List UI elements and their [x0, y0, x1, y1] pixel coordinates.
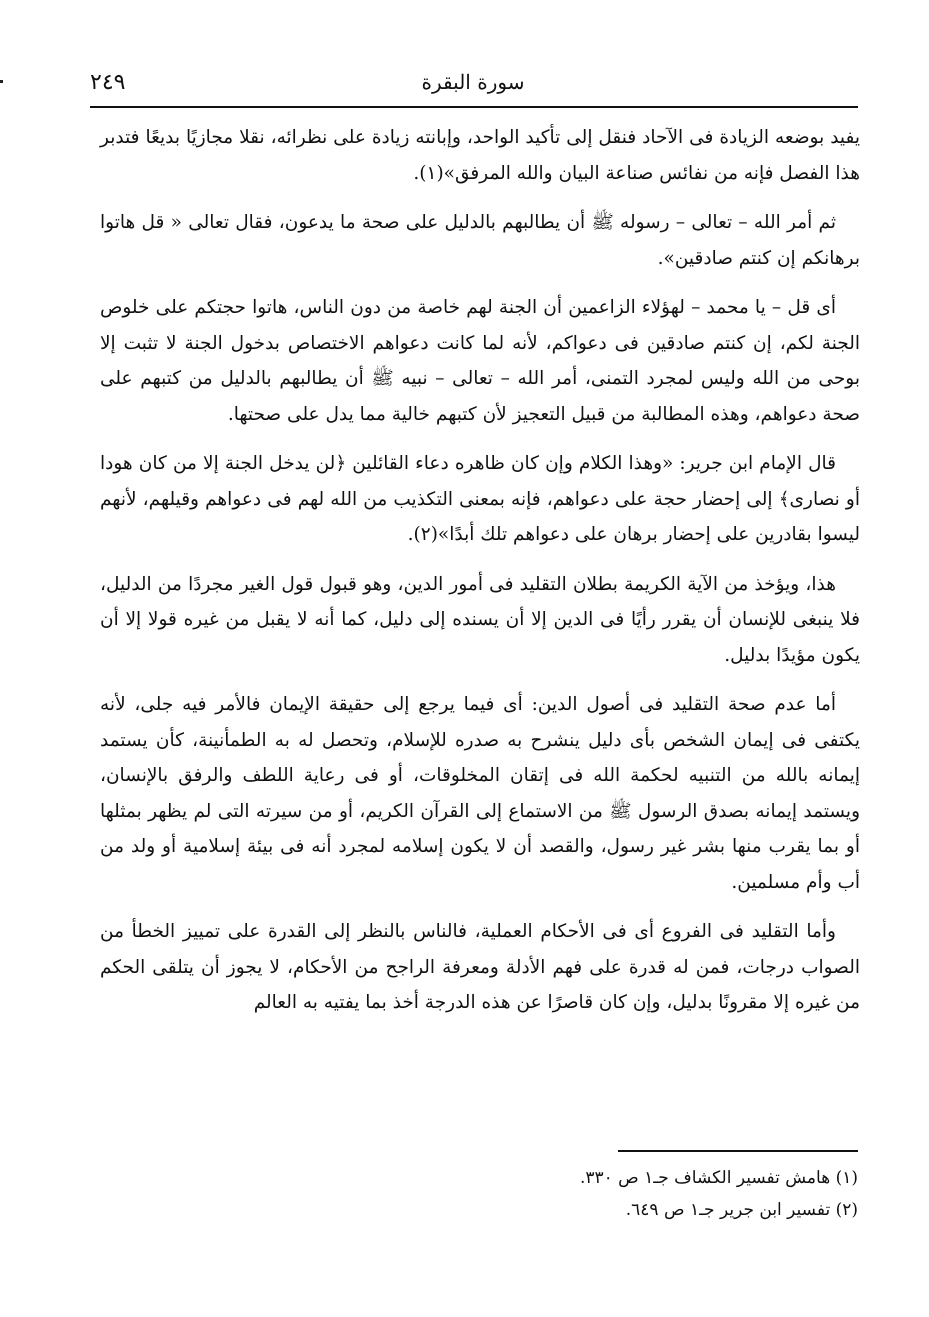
running-title: سورة البقرة — [421, 70, 525, 94]
footnotes — [420, 1162, 858, 1226]
paragraph: يفيد بوضعه الزيادة فى الآحاد فنقل إلى تأكيد الواحد، وإبانته زيادة على نظرائه، نقلا مجازيًا بديعًا فتدبر هذا الفصل فإنه من نفائس صناعة البيان والله المرفق»(١). — [100, 127, 860, 184]
paragraph: أى قل – يا محمد – لهؤلاء الزاعمين أن الجنة لهم خاصة من دون الناس، هاتوا حجتكم على خلوص الجنة لكم، إن كنتم صادقين فى دعواكم، لأنه لما كانت دعواهم الاختصاص بدخول الجنة لا تثبت إلا بوحى من الله وليس لمجرد التمنى، أمر الله – تعالى – نبيه ﷺ أن يطالبهم بالدليل من كتبهم على صحة دعواهم، وهذه المطالبة من قبيل التعجيز لأن كتبهم خالية مما يدل على صحتها. — [100, 297, 860, 425]
header-rule — [90, 106, 858, 108]
page-header — [90, 68, 856, 104]
paragraph: أما عدم صحة التقليد فى أصول الدين: أى فيما يرجع إلى حقيقة الإيمان فالأمر فيه جلى، لأنه يكتفى فى إيمان الشخص بأى دليل ينشرح به صدره للإسلام، وتحصل له به الطمأنينة، كأن يستمد إيمانه بالله من التنبيه لحكمة الله فى إتقان المخلوقات، أو فى رعاية اللطف والرفق بالإنسان، ويستمد إيمانه بصدق الرسول ﷺ من الاستماع إلى القرآن الكريم، أو من سيرته التى لم يظهر بمثلها أو بما يقرب منها بشر غير رسول، والقصد أن لا يكون إسلامه لمجرد أنه فى بيئة إسلامية أو ولد من أب وأم مسلمين. — [100, 694, 860, 893]
footnote: (٢) تفسير ابن جرير جـ١ ص ٦٤٩. — [625, 1200, 858, 1220]
footnote-rule — [618, 1150, 858, 1152]
paragraph: وأما التقليد فى الفروع أى فى الأحكام العملية، فالناس بالنظر إلى القدرة على تمييز الخطأ من الصواب درجات، فمن له قدرة على فهم الأدلة ومعرفة الراجح من الأحكام، لا يجوز أن يتلقى الحكم من غيره إلا مقرونًا بدليل، وإن كان قاصرًا عن هذه الدرجة أخذ بما يفتيه به العالم — [100, 921, 860, 1013]
main-text — [100, 120, 860, 1035]
paragraph: ثم أمر الله – تعالى – رسوله ﷺ أن يطالبهم بالدليل على صحة ما يدعون، فقال تعالى « قل هاتوا برهانكم إن كنتم صادقين». — [100, 212, 860, 269]
paragraph: هذا، ويؤخذ من الآية الكريمة بطلان التقليد فى أمور الدين، وهو قبول قول الغير مجردًا من الدليل، فلا ينبغى للإنسان أن يقرر رأيًا فى الدين إلا أن يسنده إلى دليل، كما أنه لا يقبل من غيره قولا إلا أن يكون مؤيدًا بدليل. — [100, 573, 860, 666]
scan-mark — [0, 80, 3, 83]
footnote: (١) هامش تفسير الكشاف جـ١ ص ٣٣٠. — [579, 1168, 858, 1188]
page-number: ٢٤٩ — [90, 70, 126, 95]
paragraph: قال الإمام ابن جرير: «وهذا الكلام وإن كان ظاهره دعاء القائلين ﴿لن يدخل الجنة إلا من كان هودا أو نصارى﴾ إلى إحضار حجة على دعواهم، فإنه بمعنى التكذيب من الله لهم فى دعواهم وقيلهم، لأنهم ليسوا بقادرين على إحضار برهان على دعواهم تلك أبدًا»(٢). — [100, 453, 860, 545]
